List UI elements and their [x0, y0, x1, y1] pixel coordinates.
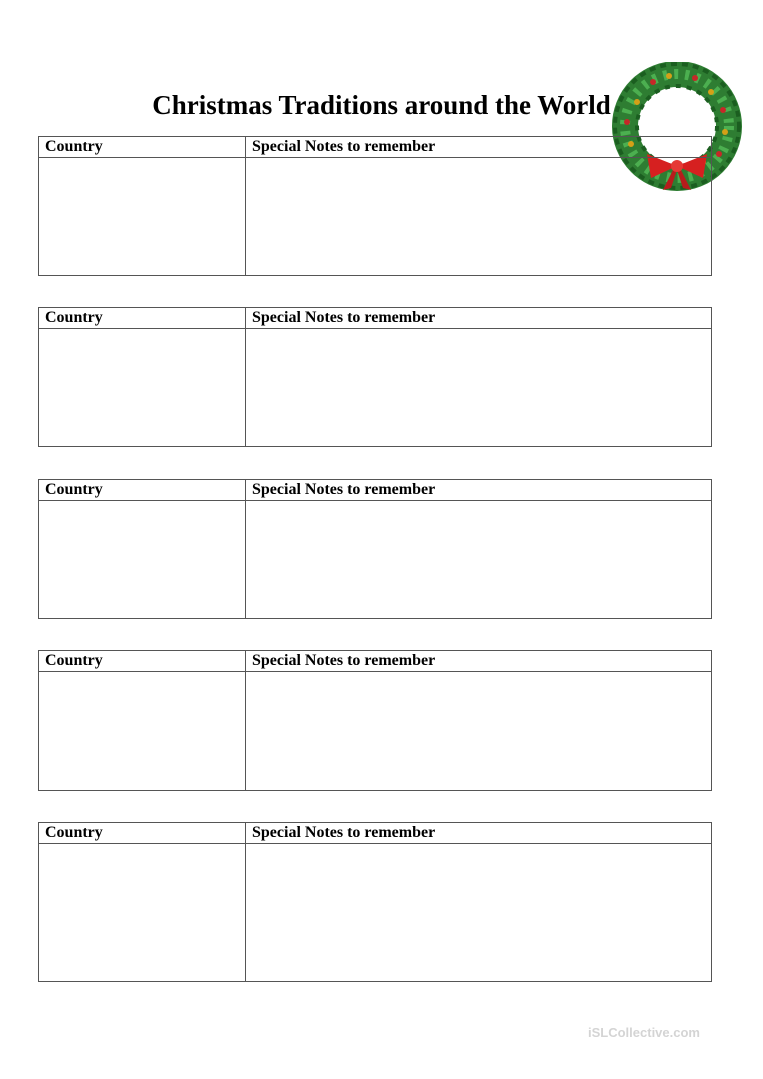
notes-header: Special Notes to remember: [252, 824, 436, 841]
notes-cell[interactable]: [246, 158, 711, 276]
worksheet-title: Christmas Traditions around the World: [152, 90, 611, 120]
notes-cell[interactable]: [246, 329, 711, 447]
notes-table: [38, 479, 712, 619]
notes-header: Special Notes to remember: [252, 138, 436, 155]
notes-header: Special Notes to remember: [252, 309, 436, 326]
country-header: Country: [45, 138, 103, 155]
country-cell[interactable]: [39, 329, 246, 447]
notes-table: [38, 307, 712, 447]
country-cell[interactable]: [39, 501, 246, 619]
country-cell[interactable]: [39, 672, 246, 791]
notes-cell[interactable]: [246, 501, 711, 619]
country-header: Country: [45, 481, 103, 498]
notes-header: Special Notes to remember: [252, 652, 436, 669]
country-cell[interactable]: [39, 844, 246, 982]
country-header: Country: [45, 652, 103, 669]
country-cell[interactable]: [39, 158, 246, 276]
notes-cell[interactable]: [246, 672, 711, 791]
notes-header: Special Notes to remember: [252, 481, 436, 498]
notes-cell[interactable]: [246, 844, 711, 982]
notes-table: [38, 650, 712, 791]
country-header: Country: [45, 309, 103, 326]
notes-table: [38, 136, 712, 276]
watermark-text: iSLCollective.com: [588, 1025, 700, 1040]
country-header: Country: [45, 824, 103, 841]
notes-table: [38, 822, 712, 982]
